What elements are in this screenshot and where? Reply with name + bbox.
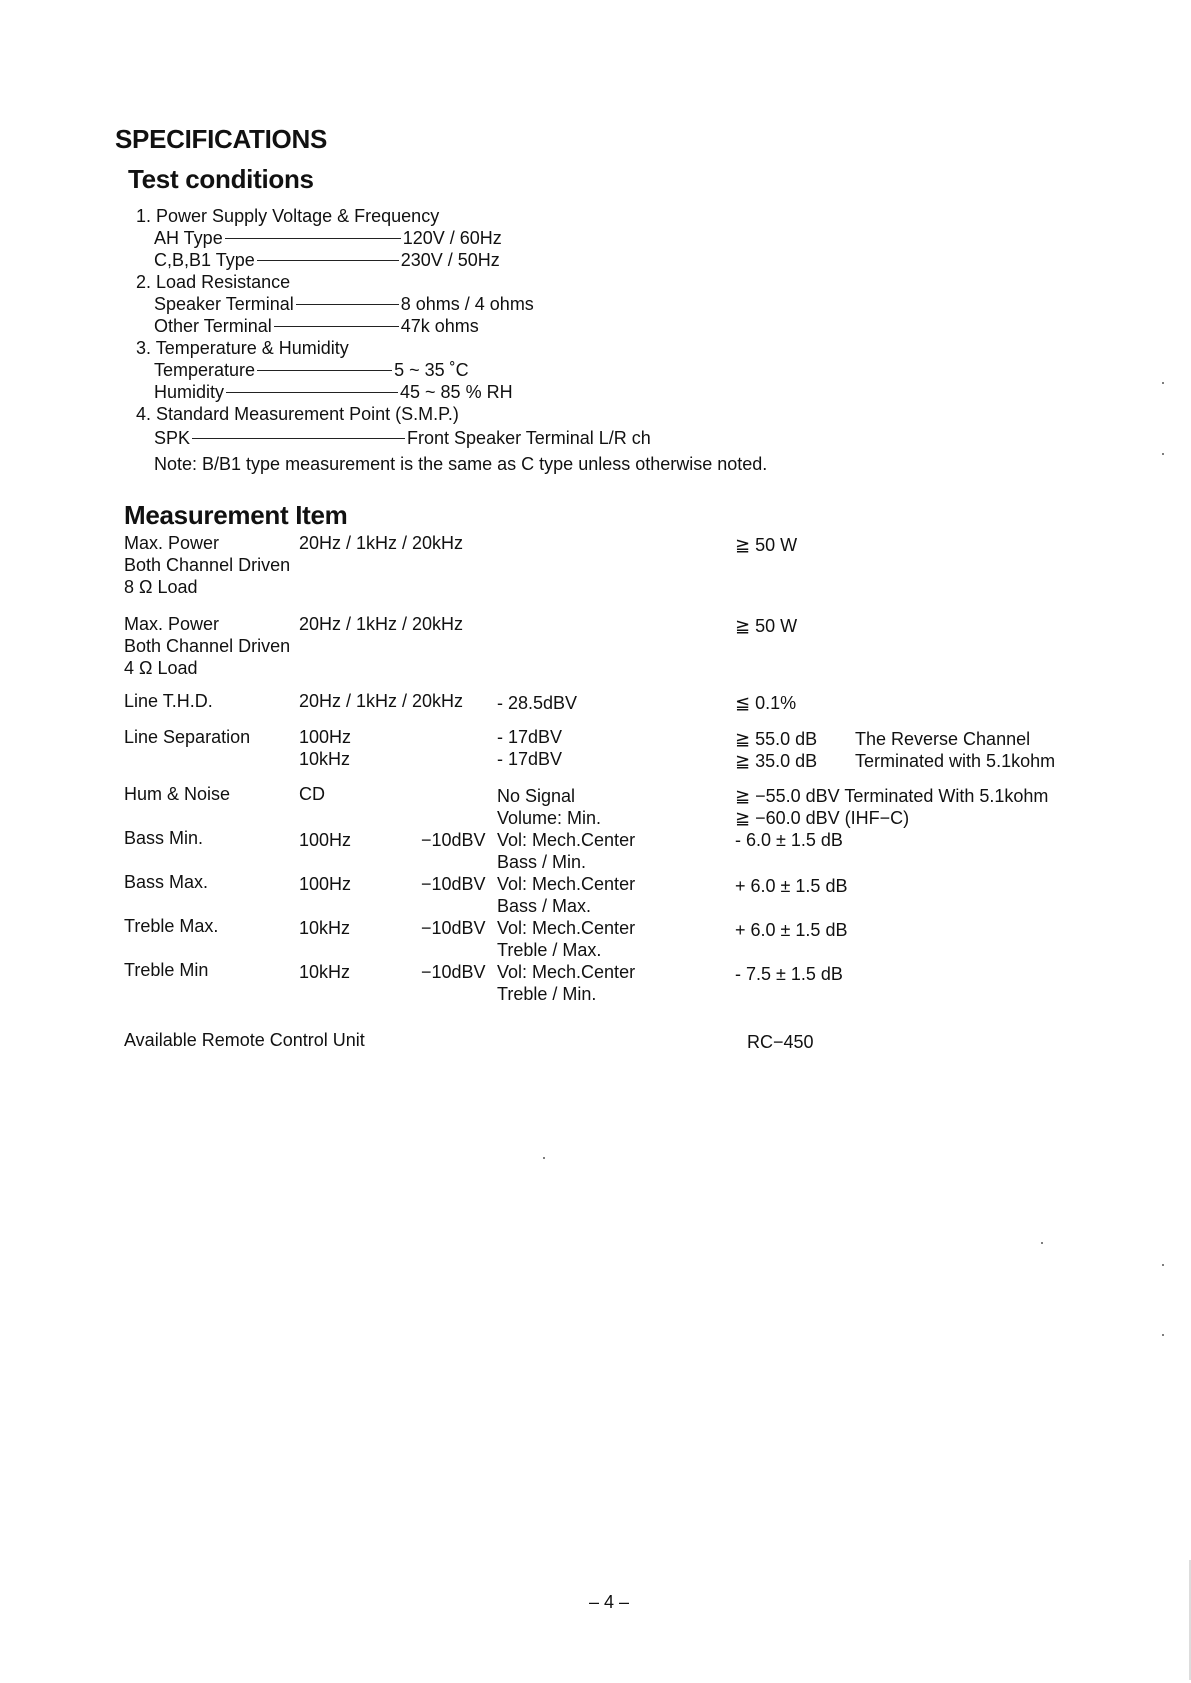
- treble-min-cond-2: Treble / Min.: [497, 984, 597, 1004]
- scan-speck: [1162, 1264, 1164, 1266]
- condition-item-4: [136, 403, 459, 425]
- condition-label: Load Resistance: [156, 272, 291, 292]
- condition-row-ah: [154, 227, 502, 249]
- line-thd-freq: 20Hz / 1kHz / 20kHz: [299, 691, 464, 711]
- treble-min-item: Treble Min: [124, 960, 209, 980]
- condition-note: Note: B/B1 type measurement is the same as C type unless otherwise noted.: [154, 454, 768, 474]
- condition-item-3: [136, 337, 349, 359]
- leader-line: [257, 370, 392, 371]
- page-number: – 4 –: [589, 1592, 630, 1612]
- max-power-2-item: Max. Power: [124, 614, 220, 634]
- line-sep-level-2: - 17dBV: [497, 749, 563, 769]
- scan-speck: [1162, 453, 1164, 455]
- bass-max-cond-2: Bass / Max.: [497, 896, 592, 916]
- condition-item-2: [136, 271, 290, 293]
- treble-min-result: - 7.5 ± 1.5 dB: [735, 964, 843, 984]
- treble-min-level: −10dBV: [421, 962, 486, 982]
- leader-line: [226, 392, 398, 393]
- line-sep-note-2: Terminated with 5.1kohm: [855, 751, 1056, 771]
- max-power-2-driven: Both Channel Driven: [124, 636, 291, 656]
- condition-number: 1.: [136, 206, 152, 226]
- row-value: 230V / 50Hz: [400, 250, 500, 270]
- bass-min-cond-1: Vol: Mech.Center: [497, 830, 636, 850]
- bass-max-item: Bass Max.: [124, 872, 209, 892]
- page-heading: SPECIFICATIONS: [115, 124, 328, 154]
- max-power-2-freq: 20Hz / 1kHz / 20kHz: [299, 614, 464, 634]
- line-sep-result-1: ≧ 55.0 dB: [735, 729, 818, 749]
- condition-row-humidity: [154, 381, 513, 403]
- scan-speck: [1162, 382, 1164, 384]
- condition-row-cbb1: [154, 249, 500, 271]
- row-label: Temperature: [154, 360, 256, 380]
- line-sep-freq-1: 100Hz: [299, 727, 352, 747]
- treble-max-cond-2: Treble / Max.: [497, 940, 602, 960]
- treble-min-cond-1: Vol: Mech.Center: [497, 962, 636, 982]
- measurement-title: Measurement Item: [124, 500, 348, 530]
- hum-noise-result-1: ≧ −55.0 dBV Terminated With 5.1kohm: [735, 786, 1049, 806]
- line-sep-result-2: ≧ 35.0 dB: [735, 751, 818, 771]
- max-power-1-result: ≧ 50 W: [735, 535, 798, 555]
- max-power-2-load: 4 Ω Load: [124, 658, 198, 678]
- scan-speck: [543, 1157, 545, 1159]
- condition-label: Standard Measurement Point (S.M.P.): [156, 404, 459, 424]
- bass-min-freq: 100Hz: [299, 830, 352, 850]
- condition-item-1: [136, 205, 439, 227]
- treble-max-result: + 6.0 ± 1.5 dB: [735, 920, 848, 940]
- remote-label: Available Remote Control Unit: [124, 1030, 365, 1050]
- hum-noise-item: Hum & Noise: [124, 784, 231, 804]
- condition-label: Power Supply Voltage & Frequency: [156, 206, 440, 226]
- row-value: 47k ohms: [400, 316, 479, 336]
- bass-max-freq: 100Hz: [299, 874, 352, 894]
- line-sep-level-1: - 17dBV: [497, 727, 563, 747]
- row-value: 45 ~ 85 % RH: [400, 382, 513, 402]
- bass-min-cond-2: Bass / Min.: [497, 852, 587, 872]
- condition-row-spk: [154, 427, 651, 449]
- leader-line: [192, 438, 405, 439]
- row-value: Front Speaker Terminal L/R ch: [407, 428, 651, 448]
- bass-min-item: Bass Min.: [124, 828, 204, 848]
- line-thd-item: Line T.H.D.: [124, 691, 213, 711]
- treble-max-freq: 10kHz: [299, 918, 351, 938]
- bass-min-level: −10dBV: [421, 830, 486, 850]
- leader-line: [274, 326, 399, 327]
- row-label: AH Type: [154, 228, 223, 248]
- leader-line: [225, 238, 401, 239]
- row-value: 8 ohms / 4 ohms: [400, 294, 534, 314]
- hum-noise-result-2: ≧ −60.0 dBV (IHF−C): [735, 808, 910, 828]
- hum-noise-source: CD: [299, 784, 325, 804]
- treble-max-item: Treble Max.: [124, 916, 219, 936]
- max-power-2-result: ≧ 50 W: [735, 616, 798, 636]
- condition-row-other: [154, 315, 479, 337]
- line-sep-freq-2: 10kHz: [299, 749, 351, 769]
- bass-max-result: + 6.0 ± 1.5 dB: [735, 876, 848, 896]
- line-thd-level: - 28.5dBV: [497, 693, 578, 713]
- condition-row-speaker: [154, 293, 534, 315]
- treble-max-level: −10dBV: [421, 918, 486, 938]
- line-sep-note-1: The Reverse Channel: [855, 729, 1031, 749]
- row-label: Humidity: [154, 382, 225, 402]
- row-label: SPK: [154, 428, 191, 448]
- condition-number: 2.: [136, 272, 152, 292]
- remote-value: RC−450: [747, 1032, 814, 1052]
- row-value: 120V / 60Hz: [402, 228, 502, 248]
- condition-number: 3.: [136, 338, 152, 358]
- condition-row-temperature: [154, 359, 469, 381]
- leader-line: [257, 260, 399, 261]
- bass-max-cond-1: Vol: Mech.Center: [497, 874, 636, 894]
- bass-max-level: −10dBV: [421, 874, 486, 894]
- bass-min-result: - 6.0 ± 1.5 dB: [735, 830, 843, 850]
- scan-speck: [1162, 1334, 1164, 1336]
- row-value: 5 ~ 35 ˚C: [394, 360, 469, 380]
- row-label: Other Terminal: [154, 316, 272, 336]
- line-thd-result: ≦ 0.1%: [735, 693, 797, 713]
- hum-noise-cond-1: No Signal: [497, 786, 576, 806]
- leader-line: [296, 304, 399, 305]
- test-conditions-title: Test conditions: [128, 164, 314, 194]
- max-power-1-item: Max. Power: [124, 533, 220, 553]
- max-power-1-driven: Both Channel Driven: [124, 555, 291, 575]
- max-power-1-load: 8 Ω Load: [124, 577, 198, 597]
- treble-min-freq: 10kHz: [299, 962, 351, 982]
- row-label: Speaker Terminal: [154, 294, 294, 314]
- max-power-1-freq: 20Hz / 1kHz / 20kHz: [299, 533, 464, 553]
- condition-number: 4.: [136, 404, 152, 424]
- scan-speck: [1041, 1242, 1043, 1244]
- row-label: C,B,B1 Type: [154, 250, 255, 270]
- hum-noise-cond-2: Volume: Min.: [497, 808, 602, 828]
- condition-label: Temperature & Humidity: [155, 338, 349, 358]
- line-sep-item: Line Separation: [124, 727, 251, 747]
- treble-max-cond-1: Vol: Mech.Center: [497, 918, 636, 938]
